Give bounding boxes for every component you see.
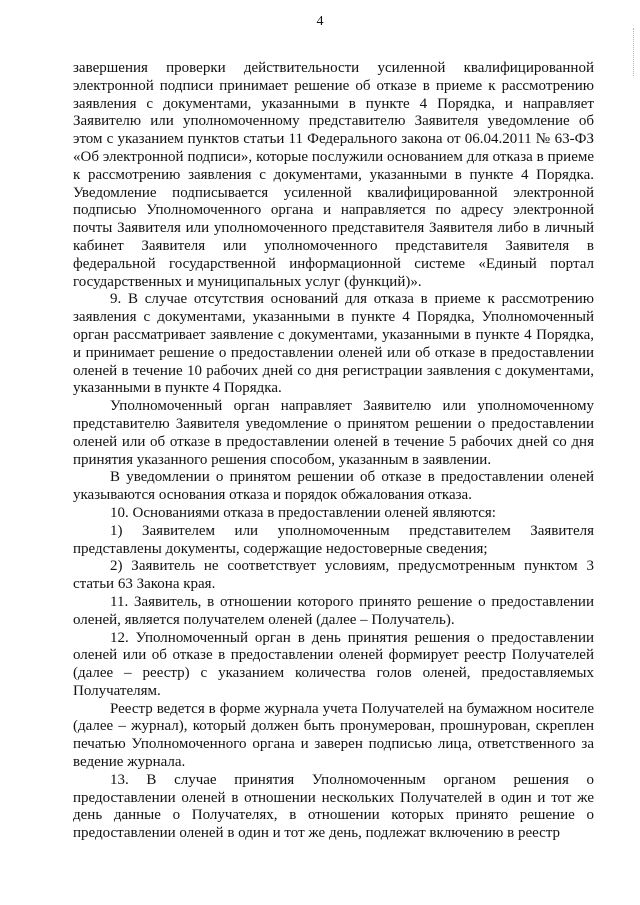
scan-edge-mark [629, 28, 634, 76]
paragraph-item-10-1: 1) Заявителем или уполномоченным представителем Заявителя представлены документы, содержащие недостоверные сведения; [73, 522, 594, 557]
paragraph-notification: Уполномоченный орган направляет Заявителю или уполномоченному представителю Заявителя уведомление о принятом решении о предоставлении оленей или об отказе в предоставлении оленей в течение 5 рабочих дней со дня принятия указанного решения способом, указанным в заявлении. [73, 398, 594, 468]
paragraph-item-9: 9. В случае отсутствия оснований для отказа в приеме к рассмотрению заявления с документами, указанными в пункте 4 Порядка, Уполномоченный орган рассматривает заявление с документами, указанными в пункте 4 Порядка, и принимает решение о предоставлении оленей или об отказе в предоставлении оленей в течение 10 рабочих дней со дня регистрации заявления с документами, указанными в пункте 4 Порядка. [73, 291, 594, 397]
paragraph-item-11: 11. Заявитель, в отношении которого принято решение о предоставлении оленей, является получателем оленей (далее – Получатель). [73, 593, 594, 628]
paragraph-continuation: завершения проверки действительности усиленной квалифицированной электронной подписи принимает решение об отказе в приеме к рассмотрению заявления с документами, указанными в пункте 4 Порядка, и направляет Заявителю или уполномоченному представителю Заявителя уведомление об этом с указанием пунктов статьи 11 Федерального закона от 06.04.2011 № 63-ФЗ «Об электронной подписи», которые послужили основанием для отказа в приеме к рассмотрению заявления с документами, указанными в пункте 4 Порядка. Уведомление подписывается усиленной квалифицированной электронной подписью Уполномоченного органа и направляется по адресу электронной почты Заявителя или уполномоченного представителя Заявителя либо в личный кабинет Заявителя или уполномоченного представителя Заявителя в федеральной государственной информационной системе «Единый портал государственных и муниципальных услуг (функций)». [73, 60, 594, 290]
paragraph-item-12: 12. Уполномоченный орган в день принятия решения о предоставлении оленей или об отказе в предоставлении оленей формирует реестр Получателей (далее – реестр) с указанием количества голов оленей, предоставляемых Получателям. [73, 629, 594, 699]
paragraph-item-10: 10. Основаниями отказа в предоставлении оленей являются: [110, 504, 496, 521]
page-number: 4 [316, 14, 324, 29]
document-body [73, 60, 594, 843]
paragraph-item-10-2: 2) Заявитель не соответствует условиям, предусмотренным пунктом 3 статьи 63 Закона края. [73, 558, 594, 593]
paragraph-item-13: 13. В случае принятия Уполномоченным органом решения о предоставлении оленей в отношении нескольких Получателей в один и тот же день данные о Получателях, в отношении которых принято решение о предоставлении оленей в один и тот же день, подлежат включению в реестр [73, 771, 594, 842]
paragraph-refusal-notice: В уведомлении о принятом решении об отказе в предоставлении оленей указываются основания отказа и порядок обжалования отказа. [73, 469, 594, 504]
paragraph-registry-journal: Реестр ведется в форме журнала учета Получателей на бумажном носителе (далее – журнал), который должен быть пронумерован, прошнурован, скреплен печатью Уполномоченного органа и заверен подписью лица, ответственного за ведение журнала. [73, 700, 594, 771]
